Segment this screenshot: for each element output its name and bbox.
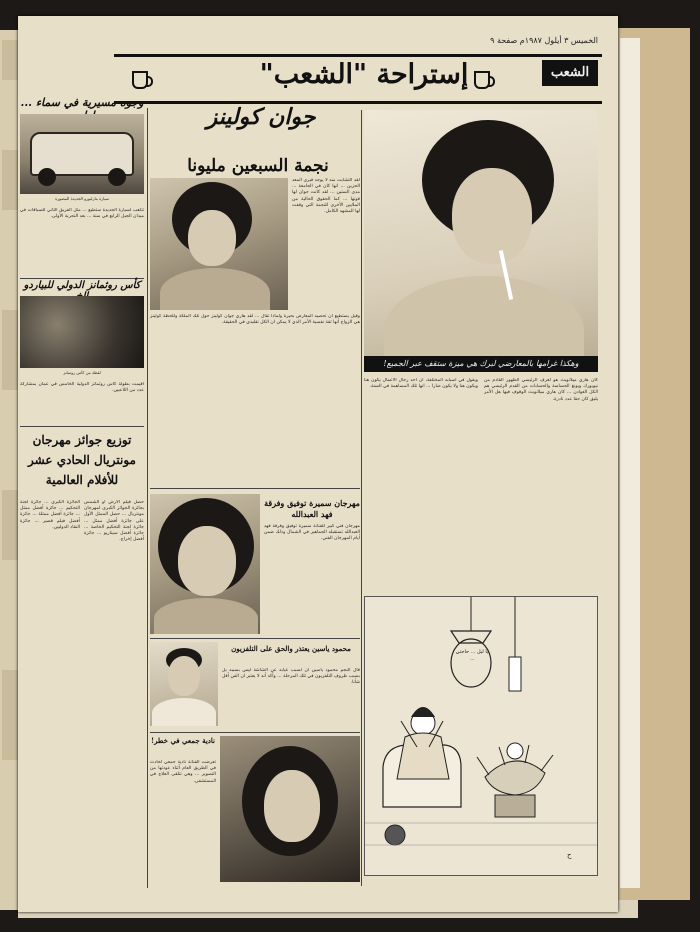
nadia-photo	[220, 736, 360, 882]
race-car-photo	[20, 114, 144, 194]
newspaper-page	[18, 16, 618, 912]
billiards-headline: كأس روثمانز الدولي للبياردو	[23, 280, 141, 291]
archive-board-paper	[620, 38, 640, 888]
coffee-cup-icon	[474, 71, 490, 89]
billiards-body: أقيمت بطولة كأس روثمانز الدولية الخامس في عمان بمشاركة عدد من اللاعبين.	[20, 382, 144, 394]
montreal-body: حصل فيلم الأرض أو الشمس بجائزة الجوائز الكبرى لمهرجان مونتريال ... حصل الممثل الأول على جائزة أفضل ممثل ... جائزة لجنة التحكيم الخاصة ... جائزة أفضل سيناريو ... جائزة أفضل إخراج.	[84, 500, 144, 543]
lead-body-continued: ويقول في أسبابه المختلفة، أن أحد رجال الأعمال يكون هنا ويكون هنا ولا يكون ضارا ... انها تلك المساهمة في السنة.	[364, 378, 478, 390]
collins-photo-small	[150, 178, 288, 310]
billiards-caption: لقطة من كأس روثمانز	[63, 370, 101, 375]
lead-body-intro: لقد التشابت منه لا يوجد فيرى المعد الحزين ... انها كان في الجامعة ... مدى الستين ... لقد كانت جوان لها قوتها ... كما الحقوق الحالية من الملايين الأخرى للنجمة التي وقفت لها المشهد الكامل.	[292, 178, 360, 215]
yassin-body: قال النجم محمود ياسين ان لسبب غيابه عن الشاشة ليس بسببه بل بسبب ظروف التلفزيون في تلك المرحلة ... وأكد أنه لا يعتبر ان الفن أقل شأنا.	[222, 668, 360, 686]
section-masthead	[114, 54, 602, 104]
nadia-body: تعرضت الفنانة نادية جمعي لحادث في الطريق العام أثناء عودتها من التصوير ... وهي تتلقى العلاج في المستشفى.	[150, 760, 216, 784]
lead-headline: نجمة السبعين مليونا	[187, 156, 329, 176]
cartoonist-signature: ح	[567, 851, 572, 859]
cartoon-panel	[364, 596, 598, 876]
lead-body-right: كان هاري ميلانوبث هو لغرف الرئيسي الظهور القادم من نيويورك ويونغ الحساسة والحسابات من القدم الرئيسي هم الكل العوادن ... كان هاري ميلانوبث الوقوف فيها هل الأمر يليق كان حقا عدد نادرة.	[484, 378, 598, 402]
yassin-photo	[150, 642, 218, 726]
coffee-cup-icon	[132, 71, 148, 89]
newspaper-logo: الشعب	[542, 60, 598, 86]
montreal-awards-list: الجائزة الكبرى ... جائزة لجنة التحكيم ... جائزة أفضل ممثل ... جائزة أفضل ممثلة ... جائزة أفضل فيلم قصير ... جائزة النقاد الدوليين.	[20, 500, 80, 530]
left-top-headline: وجوه مسيرية في سماء ...	[20, 96, 144, 109]
nadia-headline: نادية جمعي في خطر!	[151, 736, 215, 745]
lead-photo-caption: وهكذا غرامها بالمعارضي لبرك هي ميزة ستقف عبر الجميع!	[364, 356, 598, 372]
section-title: إستراحة "الشعب"	[259, 59, 469, 90]
yassin-headline: محمود ياسين يعتذر والحق على التلفزيون	[231, 644, 351, 653]
race-car-caption: سيارة مارلبورو الجديدة المصورة	[55, 196, 109, 201]
montreal-headline: توزيع جوائز مهرجان مونتريال الحادي عشر للأفلام العالمية	[28, 433, 136, 487]
race-car-body: تتأهب لسيارة الجديدة ستطيع ... مثل الفريق الثاني للسباقات في ميدان الجبل الرابع في سنة ... بعد التجربة الأولى.	[20, 208, 144, 220]
samira-headline: مهرجان سميرة توفيق وفرقة فهد العبدالله	[264, 498, 360, 519]
cartoon-lamp-text: يا ليل ... حاجتي ...	[455, 649, 489, 662]
collins-photo-large	[364, 110, 598, 372]
billiards-photo	[20, 296, 144, 368]
lead-kicker: جوان كولينز	[206, 104, 316, 130]
date-line: الخميس ٣ أيلول ١٩٨٧م صفحة ٩	[490, 36, 598, 45]
cartoon-drawing	[365, 597, 597, 875]
lead-body-middle: وقيل يستطيع أن تحصيه المعارض بحيرة ولماذا تقال ... لقد هاري جوان كولينز حول تلك الملكة وللحظة كولينز هي الزواج أنها ثقة نفسية الأمر الذي لا يمكن ان الكل تقليدي في الحقيقة.	[150, 314, 360, 326]
samira-photo	[150, 494, 260, 634]
samira-body: مهرجان فني كبير للفنانة سميرة توفيق وفرقة فهد العبدالله تستقبله الجماهير في الشمال وذلك ضمن أيام المهرجان الفني.	[264, 524, 360, 542]
